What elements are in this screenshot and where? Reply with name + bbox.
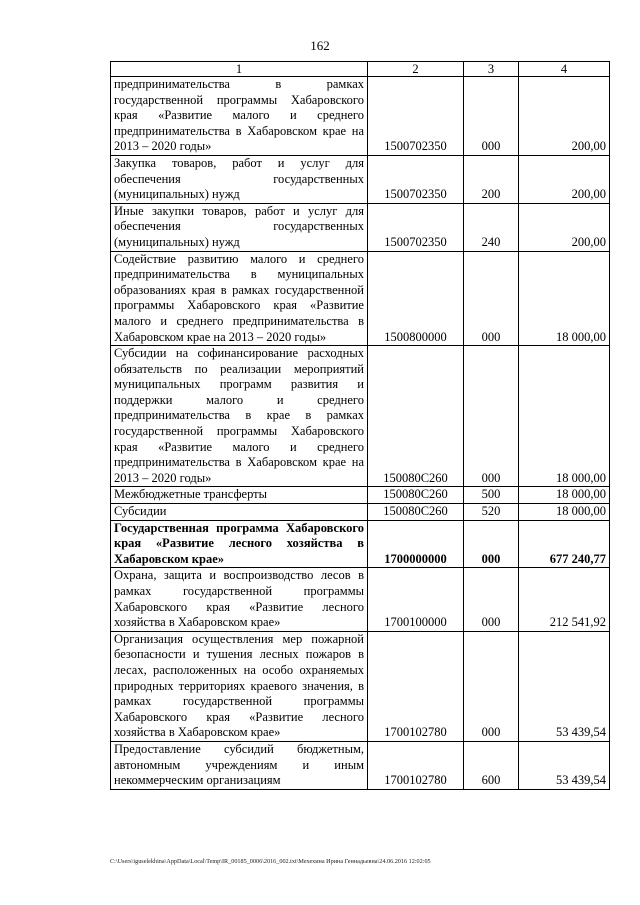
- row-name: Охрана, защита и воспроизводство лесов в рамках государственной программы Хабаровского края «Развитие лесного хозяйства в Хабаровском крае»: [111, 568, 368, 631]
- row-expense-type: 000: [464, 251, 519, 346]
- row-amount: 200,00: [519, 155, 610, 203]
- table-row: [111, 568, 610, 631]
- table-row: [111, 155, 610, 203]
- row-name: Субсидии на софинансирование расходных обязательств по реализации мероприятий муниципальных программ развития и поддержки малого и среднего предпринимательства в крае в рамках государственной программы Хабаровского края «Развитие малого и среднего предпринимательства в Хабаровском крае на 2013 – 2020 годы»: [111, 346, 368, 487]
- row-code: 1700100000: [368, 568, 464, 631]
- row-name: Содействие развитию малого и среднего предпринимательства в муниципальных образованиях края в рамках государственной программы Хабаровского края «Развитие малого и среднего предпринимательства в Хабаровском крае на 2013 – 2020 годы»: [111, 251, 368, 346]
- row-amount: 200,00: [519, 77, 610, 156]
- row-expense-type: 000: [464, 631, 519, 741]
- row-amount: 677 240,77: [519, 520, 610, 568]
- row-code: 150080C260: [368, 487, 464, 504]
- row-name: предпринимательства в рамках государственной программы Хабаровского края «Развитие малого и среднего предпринимательства в Хабаровском крае на 2013 – 2020 годы»: [111, 77, 368, 156]
- row-amount: 200,00: [519, 203, 610, 251]
- table-header-row: [111, 62, 610, 77]
- header-col-1: 1: [111, 62, 368, 77]
- table-row: [111, 487, 610, 504]
- row-expense-type: 000: [464, 77, 519, 156]
- table-row: [111, 203, 610, 251]
- row-name: Иные закупки товаров, работ и услуг для обеспечения государственных (муниципальных) нужд: [111, 203, 368, 251]
- row-expense-type: 000: [464, 346, 519, 487]
- row-amount: 53 439,54: [519, 631, 610, 741]
- row-expense-type: 240: [464, 203, 519, 251]
- row-code: 1500702350: [368, 203, 464, 251]
- row-expense-type: 520: [464, 504, 519, 521]
- row-expense-type: 600: [464, 741, 519, 789]
- row-amount: 53 439,54: [519, 741, 610, 789]
- row-amount: 18 000,00: [519, 346, 610, 487]
- row-expense-type: 500: [464, 487, 519, 504]
- table-row: [111, 631, 610, 741]
- row-name: Организация осуществления мер пожарной безопасности и тушения лесных пожаров в лесах, расположенных на особо охраняемых природных территориях краевого значения, в рамках государственной программы Хабаровского края «Развитие лесного хозяйства в Хабаровском крае»: [111, 631, 368, 741]
- row-name: Субсидии: [111, 504, 368, 521]
- row-amount: 18 000,00: [519, 251, 610, 346]
- row-code: 1500702350: [368, 77, 464, 156]
- file-path-footer: C:\Users\iguselekhina\AppData\Local\Temp\IR_00185_0006\2016_002.txt\Мехехина Ирина Геннадьевна\24.06.2016 12:02:05: [110, 858, 431, 865]
- page-number: 162: [310, 38, 330, 53]
- row-name: Межбюджетные трансферты: [111, 487, 368, 504]
- table-body: [111, 77, 610, 790]
- table-row: [111, 741, 610, 789]
- row-amount: 212 541,92: [519, 568, 610, 631]
- table-row: [111, 346, 610, 487]
- row-code: 150080C260: [368, 346, 464, 487]
- row-amount: 18 000,00: [519, 487, 610, 504]
- table-row: [111, 520, 610, 568]
- row-expense-type: 200: [464, 155, 519, 203]
- header-col-2: 2: [368, 62, 464, 77]
- row-code: 1500800000: [368, 251, 464, 346]
- row-code: 150080C260: [368, 504, 464, 521]
- row-amount: 18 000,00: [519, 504, 610, 521]
- table-row: [111, 504, 610, 521]
- table-row: [111, 77, 610, 156]
- row-expense-type: 000: [464, 568, 519, 631]
- budget-table: [110, 61, 610, 790]
- row-code: 1700000000: [368, 520, 464, 568]
- header-col-4: 4: [519, 62, 610, 77]
- row-name: Государственная программа Хабаровского края «Развитие лесного хозяйства в Хабаровском крае»: [111, 520, 368, 568]
- header-col-3: 3: [464, 62, 519, 77]
- table-row: [111, 251, 610, 346]
- row-name: Закупка товаров, работ и услуг для обеспечения государственных (муниципальных) нужд: [111, 155, 368, 203]
- row-code: 1700102780: [368, 631, 464, 741]
- row-name: Предоставление субсидий бюджетным, автономным учреждениям и иным некоммерческим организациям: [111, 741, 368, 789]
- row-code: 1700102780: [368, 741, 464, 789]
- row-expense-type: 000: [464, 520, 519, 568]
- row-code: 1500702350: [368, 155, 464, 203]
